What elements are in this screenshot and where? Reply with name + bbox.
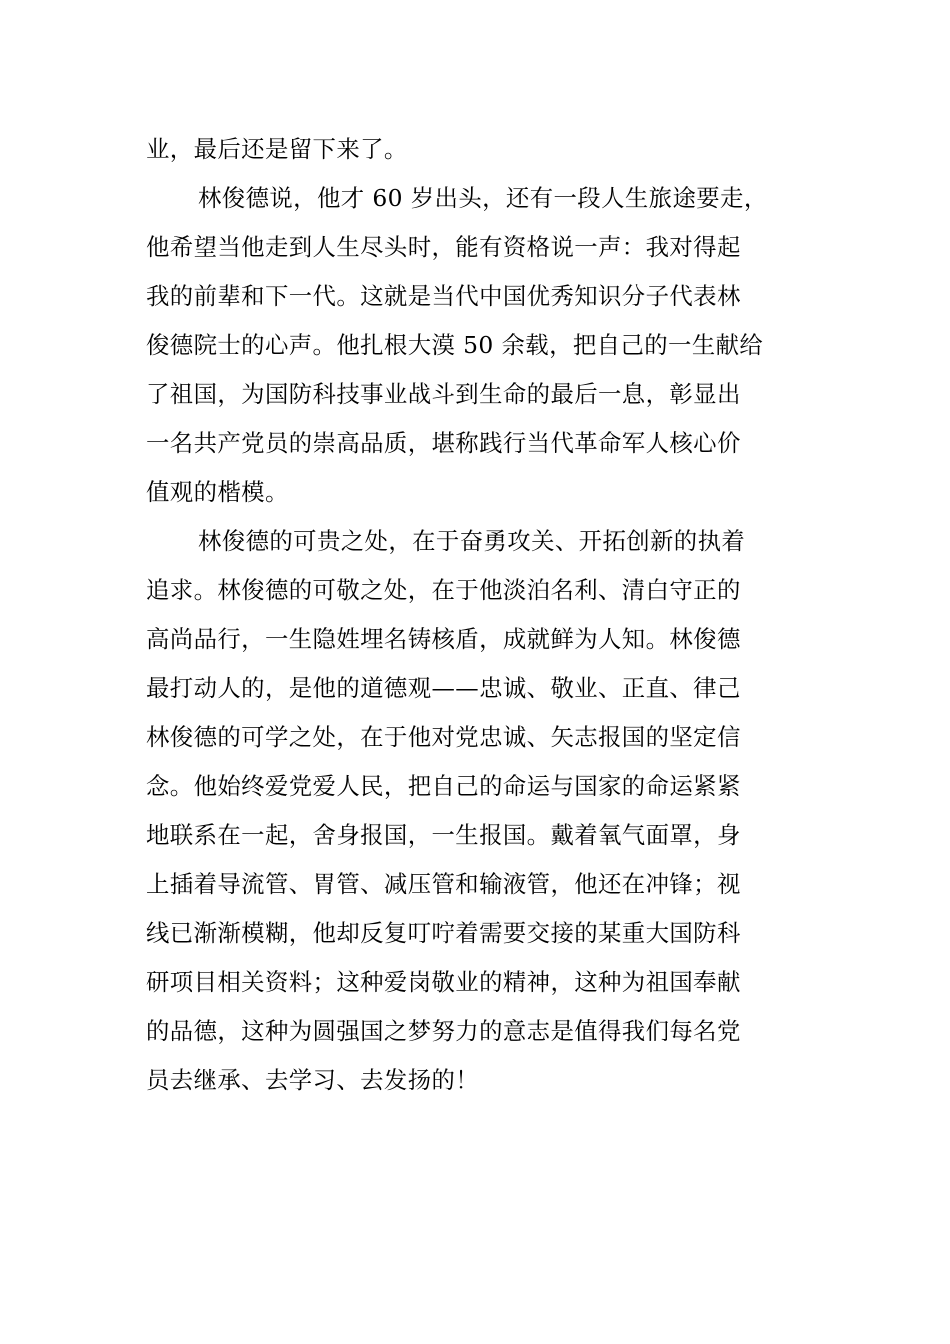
text-line: 追求。林俊德的可敬之处，在于他淡泊名利、清白守正的 [146, 576, 741, 604]
text-line: 林俊德的可学之处，在于他对党忠诚、矢志报国的坚定信 [146, 723, 741, 751]
text-line: 一名共产党员的崇高品质，堪称践行当代革命军人核心价 [146, 429, 741, 457]
text-line: 员去继承、去学习、去发扬的！ [146, 1066, 480, 1094]
text-line: 地联系在一起，舍身报国，一生报国。戴着氧气面罩，身 [146, 821, 741, 849]
text-line: 高尚品行，一生隐姓埋名铸核盾，成就鲜为人知。林俊德 [146, 625, 741, 653]
text-line: 上插着导流管、胃管、减压管和输液管，他还在冲锋；视 [146, 870, 741, 898]
text-line: 线已渐渐模糊，他却反复叮咛着需要交接的某重大国防科 [146, 919, 741, 947]
text-line: 业，最后还是留下来了。 [146, 135, 408, 163]
text-line: 他希望当他走到人生尽头时，能有资格说一声：我对得起 [146, 233, 741, 261]
paragraph-start-line: 林俊德说，他才 60 岁出头，还有一段人生旅途要走， [198, 184, 768, 212]
text-line: 了祖国，为国防科技事业战斗到生命的最后一息，彰显出 [146, 380, 741, 408]
text-line: 俊德院士的心声。他扎根大漠 50 余载，把自己的一生献给 [146, 331, 764, 359]
text-line: 的品德，这种为圆强国之梦努力的意志是值得我们每名党 [146, 1017, 741, 1045]
paragraph-start-line: 林俊德的可贵之处，在于奋勇攻关、开拓创新的执着 [198, 527, 746, 555]
document-body [146, 125, 810, 1105]
text-line: 研项目相关资料；这种爱岗敬业的精神，这种为祖国奉献 [146, 968, 741, 996]
text-line: 值观的楷模。 [146, 478, 289, 506]
text-line: 我的前辈和下一代。这就是当代中国优秀知识分子代表林 [146, 282, 741, 310]
text-line: 最打动人的，是他的道德观——忠诚、敬业、正直、律己 [146, 674, 741, 702]
text-line: 念。他始终爱党爱人民，把自己的命运与国家的命运紧紧 [146, 772, 741, 800]
